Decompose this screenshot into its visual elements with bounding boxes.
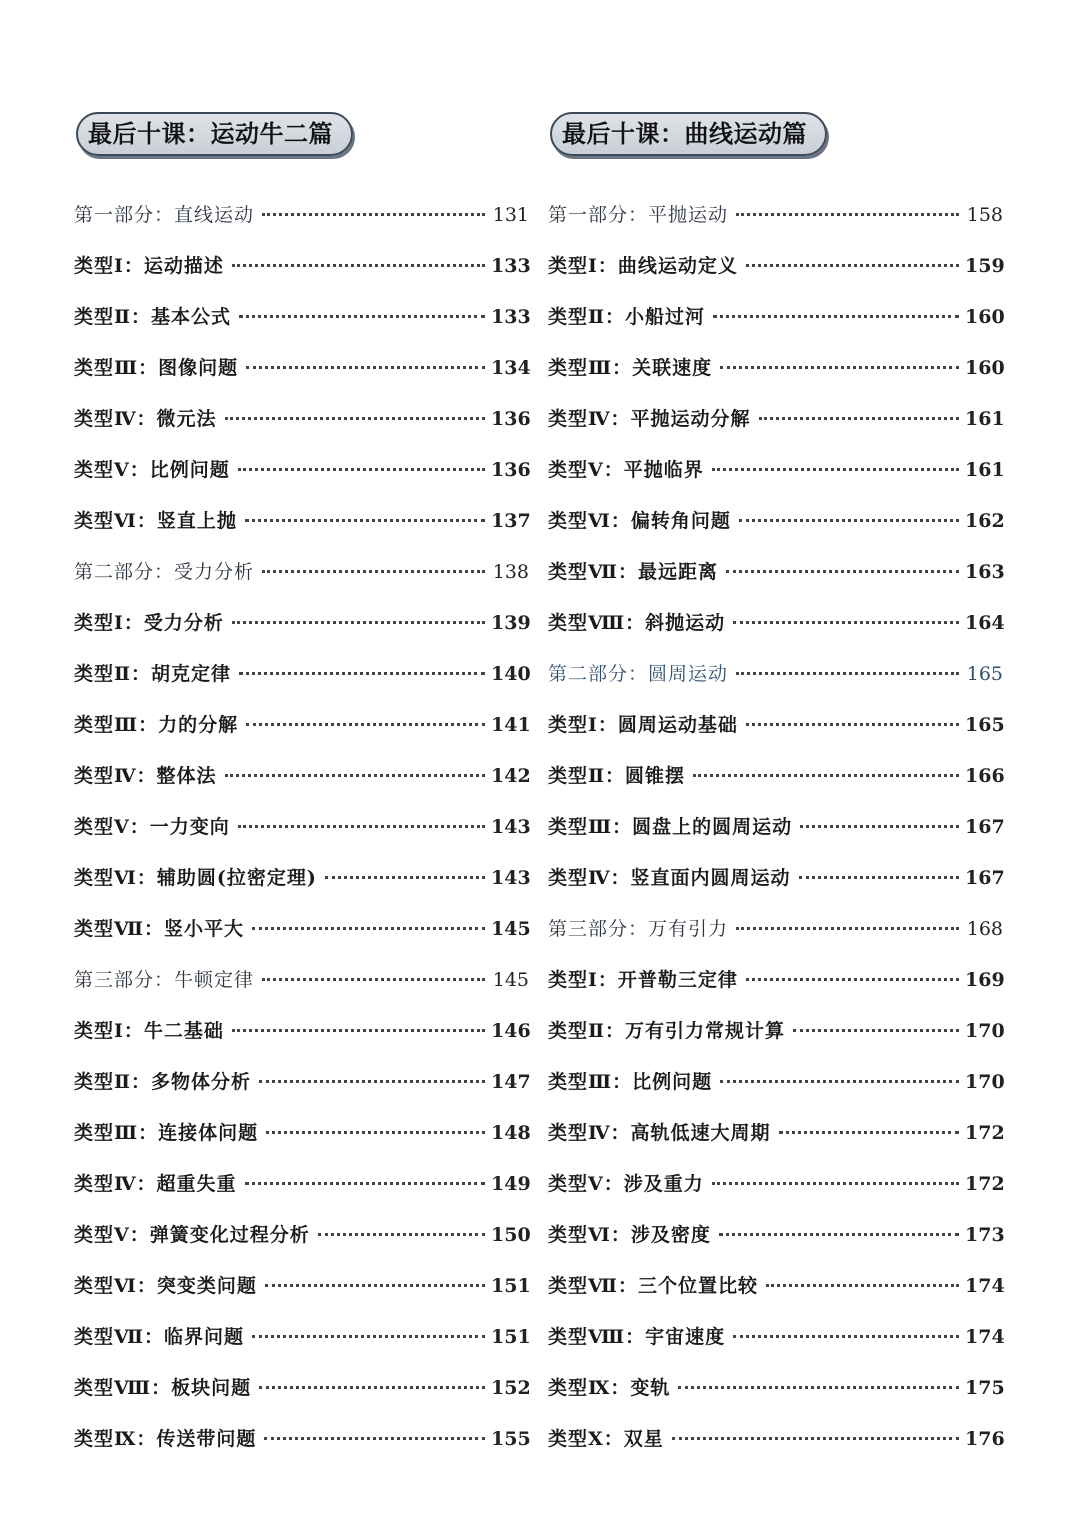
dot-leader [246,723,485,726]
toc-type-entry [548,1169,1003,1220]
toc-type-entry [74,455,529,506]
toc-page-number: 146 [491,1020,531,1042]
toc-type-entry [548,965,1003,1016]
toc-entry-label: 类型Ⅰ：曲线运动定义 [548,255,738,277]
toc-entry-label: 类型Ⅴ：平抛临界 [548,459,704,481]
toc-entry-label: 类型Ⅲ：力的分解 [74,714,239,736]
toc-page-number: 134 [491,357,531,379]
toc-entry-label: 类型Ⅴ：弹簧变化过程分析 [74,1224,310,1246]
toc-page-number: 176 [965,1428,1005,1450]
toc-entry-label: 类型Ⅰ：开普勒三定律 [548,969,738,991]
dot-leader [239,672,485,675]
toc-page-number: 133 [491,306,531,328]
toc-entry-label: 类型Ⅱ：万有引力常规计算 [548,1020,786,1042]
toc-type-entry [548,1016,1003,1067]
toc-entry-label: 类型Ⅸ：变轨 [548,1377,671,1399]
dot-leader [325,876,485,879]
dot-leader [712,1182,959,1185]
toc-entry-label: 类型Ⅳ：高轨低速大周期 [548,1122,771,1144]
dot-leader [232,1029,485,1032]
toc-type-entry [74,1016,529,1067]
dot-leader [262,570,485,573]
toc-type-entry [548,455,1003,506]
toc-type-entry [548,812,1003,863]
toc-column-left [74,112,529,1475]
toc-page-number: 159 [965,255,1005,277]
toc-type-entry [548,1424,1003,1475]
dot-leader [720,1080,959,1083]
toc-page-number: 170 [965,1020,1005,1042]
toc-entry-label: 类型Ⅳ：超重失重 [74,1173,237,1195]
toc-page-number: 160 [965,357,1005,379]
toc-page-number: 166 [965,765,1005,787]
dot-leader [799,876,959,879]
dot-leader [693,774,959,777]
toc-page-number: 161 [965,408,1005,430]
toc-type-entry [548,1220,1003,1271]
toc-column-right [548,112,1003,1475]
toc-page-number: 160 [965,306,1005,328]
toc-type-entry [548,1118,1003,1169]
toc-type-entry [74,1424,529,1475]
dot-leader [259,1080,485,1083]
toc-entry-label: 类型Ⅴ：一力变向 [74,816,230,838]
dot-leader [759,417,959,420]
dot-leader [238,825,485,828]
toc-page-number: 155 [491,1428,531,1450]
toc-type-entry [74,1220,529,1271]
toc-page-number: 149 [491,1173,531,1195]
toc-entry-label: 第一部分：直线运动 [74,204,255,226]
section-title-right: 最后十课：曲线运动篇 [550,112,827,156]
toc-page-number: 162 [965,510,1005,532]
toc-page-number: 148 [491,1122,531,1144]
toc-type-entry [74,1322,529,1373]
dot-leader [736,927,959,930]
toc-page-number: 138 [492,561,529,583]
toc-page-number: 143 [491,867,531,889]
toc-type-entry [548,761,1003,812]
toc-type-entry [548,1322,1003,1373]
toc-entry-label: 第二部分：圆周运动 [548,663,729,685]
toc-entry-label: 类型Ⅵ：突变类问题 [74,1275,257,1297]
toc-type-entry [74,404,529,455]
toc-entry-label: 类型Ⅶ：最远距离 [548,561,718,583]
toc-page-number: 174 [965,1326,1005,1348]
toc-page-number: 139 [491,612,531,634]
toc-entry-label: 类型Ⅲ：圆盘上的圆周运动 [548,816,793,838]
dot-leader [712,468,959,471]
toc-type-entry [74,863,529,914]
toc-entry-label: 类型Ⅸ：传送带问题 [74,1428,257,1450]
toc-entry-label: 类型Ⅱ：圆锥摆 [548,765,686,787]
dot-leader [245,1182,485,1185]
dot-leader [736,672,959,675]
toc-type-entry [548,353,1003,404]
dot-leader [318,1233,485,1236]
toc-type-entry [74,812,529,863]
toc-type-entry [548,557,1003,608]
dot-leader [238,468,485,471]
section-title-left: 最后十课：运动牛二篇 [76,112,353,156]
toc-page-number: 152 [491,1377,531,1399]
dot-leader [746,978,959,981]
dot-leader [793,1029,959,1032]
toc-entry-label: 类型Ⅲ：图像问题 [74,357,239,379]
toc-page-number: 172 [965,1122,1005,1144]
toc-page-number: 167 [965,816,1005,838]
toc-page-number: 145 [492,969,529,991]
toc-page-number: 137 [491,510,531,532]
dot-leader [766,1284,959,1287]
toc-page-number: 174 [965,1275,1005,1297]
toc-entry-label: 类型Ⅰ：牛二基础 [74,1020,224,1042]
toc-type-entry [548,302,1003,353]
toc-page-number: 150 [491,1224,531,1246]
toc-type-entry [548,1373,1003,1424]
toc-entry-label: 类型Ⅵ：竖直上抛 [74,510,237,532]
toc-page-number: 163 [965,561,1005,583]
toc-type-entry [74,914,529,965]
toc-page-number: 151 [491,1275,531,1297]
toc-type-entry [74,1373,529,1424]
toc-page-number: 170 [965,1071,1005,1093]
toc-entry-label: 类型Ⅴ：比例问题 [74,459,230,481]
dot-leader [239,315,485,318]
dot-leader [252,927,485,930]
toc-type-entry [548,404,1003,455]
dot-leader [733,1335,959,1338]
dot-leader [779,1131,959,1134]
toc-part-entry [74,200,529,251]
dot-leader [800,825,959,828]
toc-type-entry [548,1067,1003,1118]
toc-entry-label: 类型Ⅵ：辅助圆(拉密定理) [74,867,317,889]
dot-leader [225,417,485,420]
toc-entry-label: 类型Ⅷ：板块问题 [74,1377,252,1399]
dot-leader [719,1233,959,1236]
dot-leader [678,1386,959,1389]
toc-page-number: 165 [966,663,1003,685]
dot-leader [232,621,485,624]
toc-page-number: 164 [965,612,1005,634]
toc-part-entry [548,200,1003,251]
toc-type-entry [548,608,1003,659]
toc-type-entry [74,1271,529,1322]
toc-entry-label: 类型Ⅳ：微元法 [74,408,217,430]
toc-type-entry [548,710,1003,761]
dot-leader [726,570,959,573]
toc-entry-label: 第一部分：平抛运动 [548,204,729,226]
dot-leader [262,213,485,216]
toc-entry-label: 类型Ⅳ：竖直面内圆周运动 [548,867,791,889]
toc-entry-label: 类型Ⅰ：运动描述 [74,255,224,277]
toc-type-entry [74,710,529,761]
toc-part-entry [548,914,1003,965]
dot-leader [252,1335,485,1338]
toc-type-entry [548,1271,1003,1322]
toc-type-entry [74,659,529,710]
toc-type-entry [74,302,529,353]
toc-page-number: 140 [491,663,531,685]
toc-page-number: 145 [491,918,531,940]
toc-entry-label: 类型Ⅲ：比例问题 [548,1071,713,1093]
dot-leader [225,774,485,777]
toc-entry-label: 类型Ⅷ：宇宙速度 [548,1326,726,1348]
dot-leader [266,1131,485,1134]
toc-page-number: 173 [965,1224,1005,1246]
toc-part-entry [74,557,529,608]
toc-entry-label: 类型Ⅳ：平抛运动分解 [548,408,751,430]
toc-page-number: 172 [965,1173,1005,1195]
dot-leader [259,1386,485,1389]
toc-page-number: 168 [966,918,1003,940]
toc-page-number: 147 [491,1071,531,1093]
toc-entry-label: 类型Ⅲ：关联速度 [548,357,713,379]
toc-entry-label: 类型Ⅱ：多物体分析 [74,1071,252,1093]
toc-page-number: 151 [491,1326,531,1348]
dot-leader [713,315,959,318]
toc-page-number: 142 [491,765,531,787]
toc-entry-label: 类型Ⅲ：连接体问题 [74,1122,259,1144]
toc-page-number: 165 [965,714,1005,736]
dot-leader [246,366,485,369]
toc-entry-label: 类型Ⅶ：竖小平大 [74,918,244,940]
toc-page-number: 161 [965,459,1005,481]
toc-page-number: 167 [965,867,1005,889]
toc-part-entry [74,965,529,1016]
toc-page-number: 169 [965,969,1005,991]
toc-page-number: 136 [491,459,531,481]
toc-entry-label: 类型Ⅱ：胡克定律 [74,663,232,685]
toc-type-entry [74,353,529,404]
toc-entry-label: 类型Ⅹ：双星 [548,1428,664,1450]
toc-part-entry [548,659,1003,710]
toc-type-entry [74,1067,529,1118]
dot-leader [672,1437,959,1440]
dot-leader [262,978,485,981]
toc-entry-label: 类型Ⅳ：整体法 [74,765,217,787]
toc-page-number: 133 [491,255,531,277]
dot-leader [264,1437,485,1440]
toc-entry-label: 类型Ⅰ：圆周运动基础 [548,714,738,736]
toc-entry-label: 类型Ⅵ：偏转角问题 [548,510,731,532]
toc-page-number: 141 [491,714,531,736]
toc-page-number: 136 [491,408,531,430]
toc-type-entry [548,863,1003,914]
dot-leader [746,723,959,726]
toc-page-number: 175 [965,1377,1005,1399]
toc-type-entry [74,1118,529,1169]
toc-page-number: 131 [492,204,529,226]
toc-list-left [74,200,529,1475]
toc-type-entry [74,608,529,659]
toc-entry-label: 类型Ⅶ：三个位置比较 [548,1275,758,1297]
toc-type-entry [548,251,1003,302]
toc-type-entry [74,761,529,812]
dot-leader [720,366,959,369]
toc-entry-label: 类型Ⅰ：受力分析 [74,612,224,634]
toc-entry-label: 第二部分：受力分析 [74,561,255,583]
toc-type-entry [74,1169,529,1220]
dot-leader [245,519,485,522]
toc-entry-label: 类型Ⅱ：基本公式 [74,306,232,328]
dot-leader [739,519,959,522]
toc-type-entry [74,506,529,557]
dot-leader [265,1284,485,1287]
dot-leader [746,264,959,267]
dot-leader [736,213,959,216]
toc-entry-label: 类型Ⅶ：临界问题 [74,1326,244,1348]
toc-entry-label: 类型Ⅴ：涉及重力 [548,1173,704,1195]
toc-entry-label: 类型Ⅷ：斜抛运动 [548,612,726,634]
toc-page-number: 158 [966,204,1003,226]
toc-entry-label: 类型Ⅵ：涉及密度 [548,1224,711,1246]
dot-leader [232,264,485,267]
toc-entry-label: 第三部分：牛顿定律 [74,969,255,991]
toc-type-entry [548,506,1003,557]
toc-list-right [548,200,1003,1475]
toc-type-entry [74,251,529,302]
dot-leader [733,621,959,624]
toc-entry-label: 类型Ⅱ：小船过河 [548,306,706,328]
toc-page-number: 143 [491,816,531,838]
toc-entry-label: 第三部分：万有引力 [548,918,729,940]
